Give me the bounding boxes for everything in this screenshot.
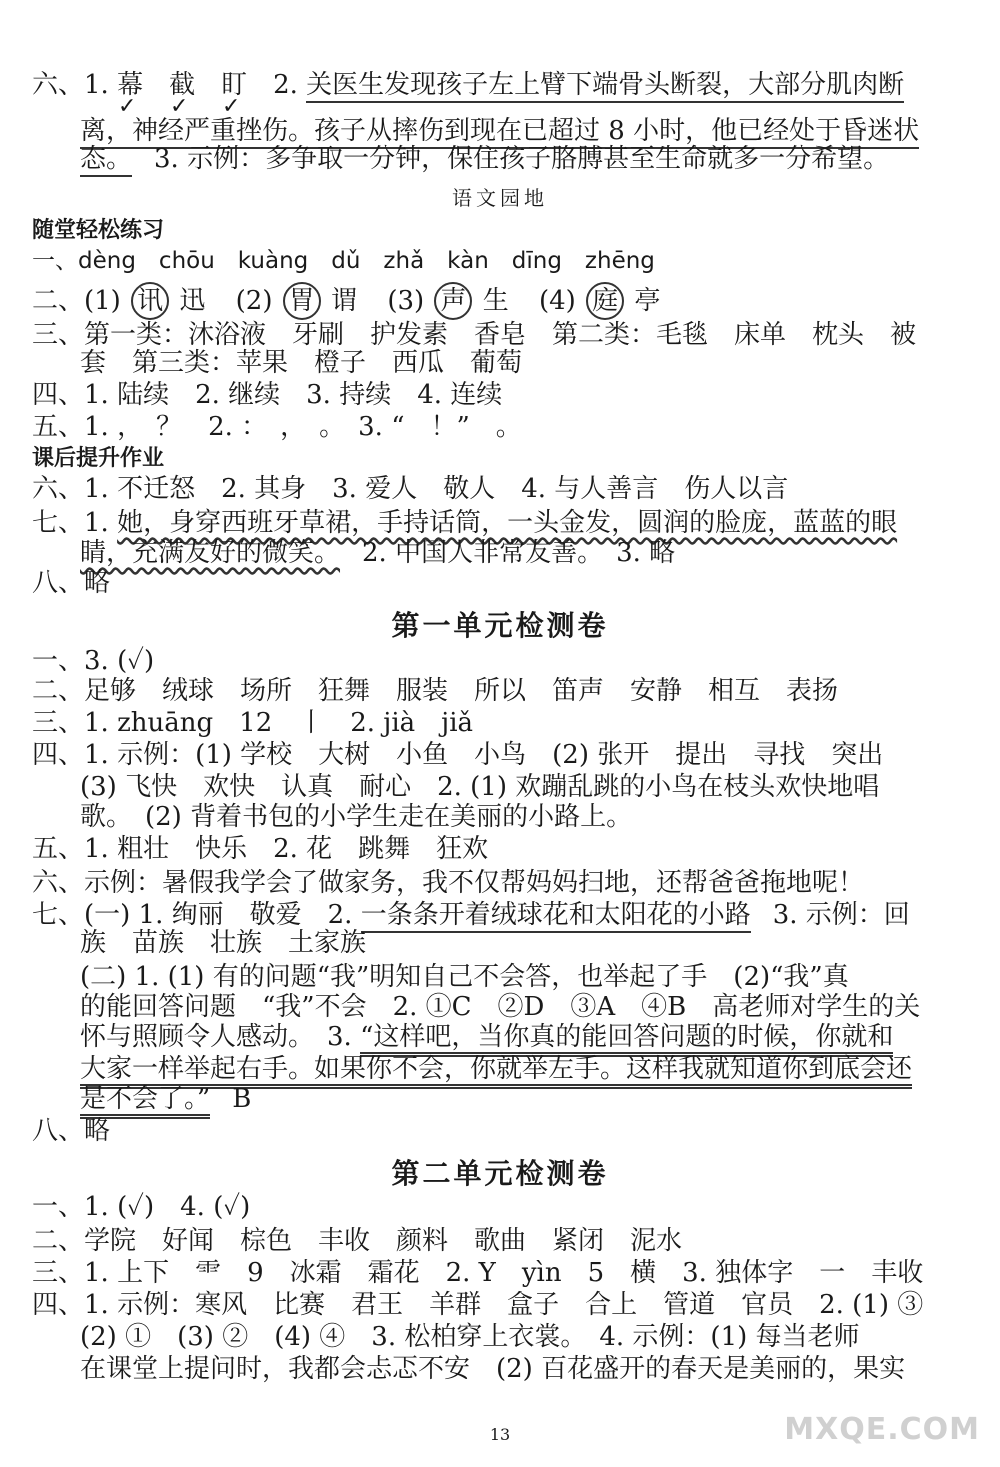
answer-line-5 [32, 282, 970, 320]
answer-line-26 [80, 1020, 970, 1054]
circled-answer: 讯 [131, 282, 169, 320]
underlined-answer: 离，神经严重挫伤。孩子从摔伤到现在已超过 8 小时，他已经处于昏迷状 [80, 116, 919, 149]
double-underlined-answer: 是不会了。” [80, 1084, 210, 1119]
section-heading: 课后提升作业 [32, 446, 165, 471]
line-text: 六、1. 幕 截 盯 2. [32, 70, 307, 100]
page-number: 13 [489, 1425, 511, 1444]
line-text: 怀与照顾令人感动。 3. [80, 1022, 361, 1052]
wavy-underlined-answer: 睛，充满友好的微笑。 [80, 538, 341, 568]
answer-line-11 [32, 506, 970, 540]
answer-line-29: 八、略 [32, 1116, 111, 1146]
answer-line-10: 六、1. 不迁怒 2. 其身 3. 爱人 敬人 4. 与人善言 伤人以言 [32, 474, 789, 504]
item-number: (2) [235, 286, 273, 316]
answer-line-9: 五、1. ， ？ 2. ： ， 。 3. “ ！” 。 [32, 412, 522, 442]
answer-line-24: (二) 1. (1) 有的问题“我”明知自己不会答，也举起了手 (2)“我”真 [80, 962, 849, 992]
answer-line-31: 二、学院 好闻 棕色 丰收 颜料 歌曲 紧闭 泥水 [32, 1226, 683, 1256]
check-mark: ✓ [170, 94, 189, 119]
answer-line-15: 二、足够 绒球 场所 狂舞 服装 所以 笛声 安静 相互 表扬 [32, 676, 839, 706]
answer-line-17: 四、1. 示例：(1) 学校 大树 小鱼 小鸟 (2) 张开 提出 寻找 突出 [32, 740, 884, 770]
line-text: 迅 [179, 286, 206, 316]
answer-line-35: 在课堂上提问时，我都会忐忑不安 (2) 百花盛开的春天是美丽的，果实 [80, 1354, 906, 1384]
underlined-answer: 态。 [80, 144, 132, 177]
line-text: 亭 [634, 286, 661, 316]
unit-2-test-title: 第二单元检测卷 [391, 1157, 609, 1190]
answer-line-33: 四、1. 示例：寒风 比赛 君王 羊群 盒子 合上 管道 官员 2. (1) ③ [32, 1290, 924, 1320]
answer-line-6: 三、第一类：沐浴液 牙刷 护发素 香皂 第二类：毛毯 床单 枕头 被 [32, 320, 917, 350]
item-number: (3) [387, 286, 425, 316]
answer-line-28 [80, 1082, 970, 1116]
answer-line-18: (3) 飞快 欢快 认真 耐心 2. (1) 欢蹦乱跳的小鸟在枝头欢快地唱 [80, 772, 880, 802]
answer-line-12 [80, 536, 970, 570]
answer-line-16: 三、1. zhuāng 12 丨 2. jià jiǎ [32, 708, 474, 738]
answer-line-27 [80, 1052, 970, 1086]
line-text: 七、1. [32, 508, 118, 538]
answer-line-7: 套 第三类：苹果 橙子 西瓜 葡萄 [80, 348, 523, 378]
answer-line-23: 族 苗族 壮族 土家族 [80, 928, 367, 958]
line-text: 3. 示例：多争取一分钟，保住孩子胳膊甚至生命就多一分希望。 [154, 144, 890, 174]
answer-line-20: 五、1. 粗壮 快乐 2. 花 跳舞 狂欢 [32, 834, 489, 864]
section-title-yuwen-garden: 语文园地 [452, 186, 548, 210]
answer-line-21: 六、示例：暑假我学会了做家务，我不仅帮妈妈扫地，还帮爸爸拖地呢！ [32, 868, 865, 898]
underlined-answer: 一条条开着绒球花和太阳花的小路 [361, 900, 751, 933]
circled-answer: 胃 [283, 282, 321, 320]
double-underlined-answer: 大家一样举起右手。如果你不会，你就举左手。这样我就知道你到底会还 [80, 1054, 912, 1089]
answer-line-32: 三、1. 上下 ⻗ 9 冰霜 霜花 2. Y yìn 5 横 3. 独体字 一 丰收 [32, 1258, 924, 1288]
wavy-underlined-answer: 她，身穿西班牙草裙，手持话筒，一头金发，圆润的脸庞，蓝蓝的眼 [117, 508, 898, 538]
check-mark: ✓ [118, 94, 137, 119]
underlined-answer: 关医生发现孩子左上臂下端骨头断裂，大部分肌肉断 [306, 70, 904, 103]
answer-line-19: 歌。 (2) 背着书包的小学生走在美丽的小路上。 [80, 802, 633, 832]
section-heading: 随堂轻松练习 [32, 218, 165, 243]
answer-line-3 [80, 142, 970, 176]
circled-answer: 声 [434, 282, 472, 320]
answer-line-25: 的能回答问题 “我”不会 2. ①C ②D ③A ④B 高老师对学生的关 [80, 992, 921, 1022]
circled-answer: 庭 [586, 282, 624, 320]
answer-line-14: 一、3. (✓) [32, 646, 155, 676]
line-text: 2. 中国人非常友善。 3. 略 [362, 538, 676, 568]
double-underlined-answer: “这样吧，当你真的能回答问题的时候，你就和 [360, 1022, 893, 1057]
line-text: 3. 示例：回 [772, 900, 910, 930]
check-mark: ✓ [222, 94, 241, 119]
line-text: 生 [482, 286, 509, 316]
line-text: 七、(一) 1. 绚丽 敬爱 2. [32, 900, 361, 930]
item-number: (4) [538, 286, 576, 316]
answer-line-30: 一、1. (✓) 4. (✓) [32, 1192, 251, 1222]
watermark-logo: MXQE.COM [784, 1412, 980, 1447]
line-text: B [232, 1084, 252, 1114]
answer-line-34: (2) ① (3) ② (4) ④ 3. 松柏穿上衣裳。 4. 示例：(1) 每当老师 [80, 1322, 860, 1352]
line-text: 谓 [331, 286, 358, 316]
answer-line-4: 一、dèng chōu kuàng dǔ zhǎ kàn dīng zhēng [32, 248, 655, 274]
answer-line-13: 八、略 [32, 568, 111, 598]
item-number: 二、(1) [32, 286, 121, 316]
answer-line-8: 四、1. 陆续 2. 继续 3. 持续 4. 连续 [32, 380, 503, 410]
unit-1-test-title: 第一单元检测卷 [391, 609, 609, 642]
